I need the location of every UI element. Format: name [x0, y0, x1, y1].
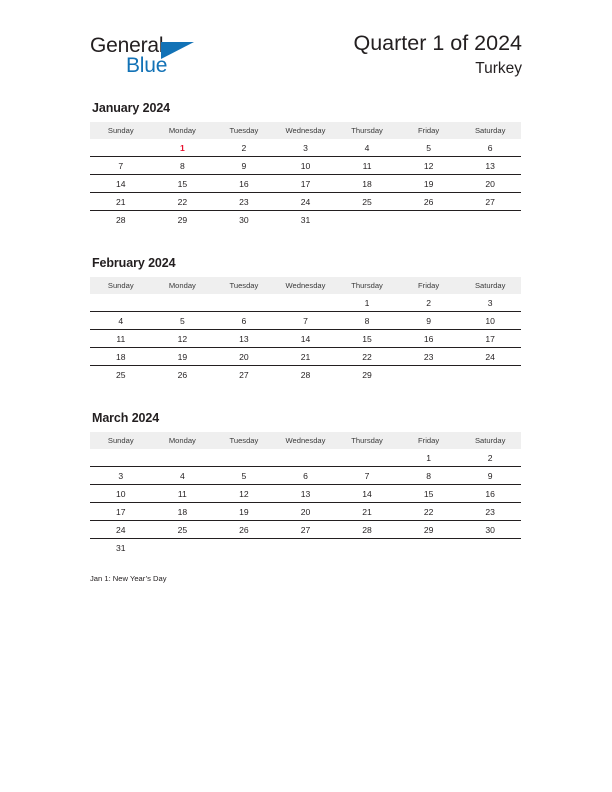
calendar-day-empty: [152, 539, 214, 557]
holiday-note-item: Jan 1: New Year’s Day: [90, 574, 167, 583]
holiday-notes: [90, 573, 521, 585]
calendar-day-empty: [213, 449, 275, 467]
weekday-header-tuesday: Tuesday: [213, 277, 275, 294]
calendar-day[interactable]: 15: [336, 330, 398, 348]
calendar-day[interactable]: 10: [90, 485, 152, 503]
calendar-day-empty: [90, 449, 152, 467]
calendar-day[interactable]: 25: [152, 521, 214, 539]
calendar-day[interactable]: 14: [275, 330, 337, 348]
calendar-day[interactable]: 4: [152, 467, 214, 485]
calendar-day[interactable]: 18: [90, 348, 152, 366]
calendar-body: [90, 449, 521, 556]
calendar-week-row: [90, 330, 521, 348]
month-title: January 2024: [92, 101, 171, 115]
calendar-day-empty: [152, 449, 214, 467]
calendar-day[interactable]: 11: [152, 485, 214, 503]
calendar-day[interactable]: 1: [398, 449, 460, 467]
calendar-day[interactable]: 21: [275, 348, 337, 366]
logo-text-general: General: [90, 34, 164, 57]
calendar-day-empty: [398, 539, 460, 557]
calendar-day[interactable]: 8: [398, 467, 460, 485]
calendar-week-row: [90, 539, 521, 557]
month-title: February 2024: [92, 256, 176, 270]
calendar-day[interactable]: 28: [90, 211, 152, 229]
calendar-week-row: [90, 485, 521, 503]
calendar-day[interactable]: 7: [336, 467, 398, 485]
calendar-day-empty: [459, 211, 521, 229]
calendar-day[interactable]: 19: [152, 348, 214, 366]
calendar-day[interactable]: 6: [213, 312, 275, 330]
calendar-week-row: [90, 175, 521, 193]
calendar-day[interactable]: 25: [90, 366, 152, 384]
calendar-day[interactable]: 5: [213, 467, 275, 485]
weekday-header-tuesday: Tuesday: [213, 432, 275, 449]
calendar-day[interactable]: 25: [336, 193, 398, 211]
calendar-day[interactable]: 22: [336, 348, 398, 366]
calendar-day[interactable]: 22: [398, 503, 460, 521]
calendar-body: [90, 294, 521, 383]
calendar-day-empty: [275, 294, 337, 312]
calendar-week-row: [90, 193, 521, 211]
title-block: [222, 30, 522, 80]
calendar-day[interactable]: 29: [336, 366, 398, 384]
calendar-day[interactable]: 27: [213, 366, 275, 384]
calendar-day[interactable]: 16: [213, 175, 275, 193]
calendar-day[interactable]: 31: [275, 211, 337, 229]
weekday-header-saturday: Saturday: [459, 122, 521, 139]
weekday-header-thursday: Thursday: [336, 432, 398, 449]
calendar-day[interactable]: 31: [90, 539, 152, 557]
calendar-table: [90, 277, 521, 383]
calendar-day[interactable]: 19: [213, 503, 275, 521]
logo-text-blue: Blue: [126, 54, 168, 77]
weekday-header-row: [90, 432, 521, 449]
calendar-day-empty: [275, 539, 337, 557]
calendar-day[interactable]: 27: [459, 193, 521, 211]
calendar-week-row: [90, 503, 521, 521]
calendar-day[interactable]: 24: [90, 521, 152, 539]
calendar-day[interactable]: 23: [398, 348, 460, 366]
calendar-day[interactable]: 29: [152, 211, 214, 229]
calendar-day[interactable]: 17: [459, 330, 521, 348]
calendar-day[interactable]: 24: [459, 348, 521, 366]
calendar-day-empty: [336, 449, 398, 467]
calendar-day-empty: [398, 366, 460, 384]
calendar-week-row: [90, 366, 521, 384]
weekday-header-thursday: Thursday: [336, 122, 398, 139]
calendar-day[interactable]: 26: [152, 366, 214, 384]
weekday-header-monday: Monday: [152, 432, 214, 449]
calendar-day[interactable]: 14: [90, 175, 152, 193]
calendar-day[interactable]: 9: [213, 157, 275, 175]
calendar-day[interactable]: 7: [275, 312, 337, 330]
weekday-header-wednesday: Wednesday: [275, 432, 337, 449]
calendar-day[interactable]: 18: [152, 503, 214, 521]
calendar-day[interactable]: 6: [459, 139, 521, 157]
weekday-header-thursday: Thursday: [336, 277, 398, 294]
calendar-day[interactable]: 9: [398, 312, 460, 330]
calendar-day-empty: [213, 539, 275, 557]
calendar-day[interactable]: 2: [213, 139, 275, 157]
calendar-week-row: [90, 348, 521, 366]
calendar-day[interactable]: 10: [459, 312, 521, 330]
weekday-header-friday: Friday: [398, 122, 460, 139]
calendar-day-holiday[interactable]: 1: [152, 139, 214, 157]
weekday-header-saturday: Saturday: [459, 277, 521, 294]
calendar-day[interactable]: 24: [275, 193, 337, 211]
calendar-day[interactable]: 13: [275, 485, 337, 503]
calendar-day[interactable]: 17: [90, 503, 152, 521]
calendar-day-empty: [90, 294, 152, 312]
calendar-day[interactable]: 21: [90, 193, 152, 211]
calendar-day-empty: [275, 449, 337, 467]
calendar-day[interactable]: 6: [275, 467, 337, 485]
calendar-day[interactable]: 15: [152, 175, 214, 193]
calendar-day[interactable]: 17: [275, 175, 337, 193]
calendar-day-empty: [213, 294, 275, 312]
weekday-header-friday: Friday: [398, 277, 460, 294]
calendar-day[interactable]: 12: [398, 157, 460, 175]
calendar-day[interactable]: 2: [459, 449, 521, 467]
calendar-week-row: [90, 312, 521, 330]
calendar-day[interactable]: 10: [275, 157, 337, 175]
calendar-day[interactable]: 9: [459, 467, 521, 485]
calendar-day[interactable]: 7: [90, 157, 152, 175]
page-header: [90, 30, 522, 88]
calendar-week-row: [90, 139, 521, 157]
calendar-day[interactable]: 30: [213, 211, 275, 229]
month-block-february: [90, 256, 521, 383]
calendar-body: [90, 139, 521, 228]
calendar-day[interactable]: 28: [275, 366, 337, 384]
calendar-day[interactable]: 3: [90, 467, 152, 485]
calendar-day[interactable]: 11: [336, 157, 398, 175]
calendar-day[interactable]: 30: [459, 521, 521, 539]
weekday-header-monday: Monday: [152, 277, 214, 294]
calendar-week-row: [90, 157, 521, 175]
calendar-day[interactable]: 8: [336, 312, 398, 330]
calendar-day[interactable]: 16: [459, 485, 521, 503]
calendar-week-row: [90, 467, 521, 485]
calendar-day[interactable]: 12: [213, 485, 275, 503]
calendar-table: [90, 122, 521, 228]
month-block-march: [90, 411, 521, 556]
weekday-header-wednesday: Wednesday: [275, 277, 337, 294]
calendar-day[interactable]: 27: [275, 521, 337, 539]
calendar-day[interactable]: 14: [336, 485, 398, 503]
weekday-header-saturday: Saturday: [459, 432, 521, 449]
calendar-day[interactable]: 19: [398, 175, 460, 193]
calendar-day[interactable]: 4: [90, 312, 152, 330]
month-block-january: [90, 101, 521, 228]
calendar-day[interactable]: 13: [213, 330, 275, 348]
calendar-day[interactable]: 13: [459, 157, 521, 175]
calendar-day[interactable]: 16: [398, 330, 460, 348]
weekday-header-sunday: Sunday: [90, 122, 152, 139]
calendar-day-empty: [336, 539, 398, 557]
calendar-day[interactable]: 22: [152, 193, 214, 211]
calendar-week-row: [90, 294, 521, 312]
calendar-day[interactable]: 3: [275, 139, 337, 157]
page-title: Quarter 1 of 2024: [353, 31, 522, 55]
calendar-day[interactable]: 20: [275, 503, 337, 521]
weekday-header-wednesday: Wednesday: [275, 122, 337, 139]
month-title: March 2024: [92, 411, 160, 425]
calendar-day[interactable]: 3: [459, 294, 521, 312]
calendar-day[interactable]: 18: [336, 175, 398, 193]
calendar-day[interactable]: 5: [152, 312, 214, 330]
calendar-table: [90, 432, 521, 556]
calendar-day[interactable]: 21: [336, 503, 398, 521]
calendar-day-empty: [459, 539, 521, 557]
weekday-header-tuesday: Tuesday: [213, 122, 275, 139]
calendar-day[interactable]: 23: [459, 503, 521, 521]
calendar-week-row: [90, 211, 521, 229]
calendar-day-empty: [90, 139, 152, 157]
page-subtitle: Turkey: [475, 60, 522, 77]
calendar-day-empty: [459, 366, 521, 384]
calendar-day[interactable]: 1: [336, 294, 398, 312]
calendar-week-row: [90, 521, 521, 539]
calendar-day[interactable]: 4: [336, 139, 398, 157]
calendar-day[interactable]: 26: [398, 193, 460, 211]
calendar-week-row: [90, 449, 521, 467]
calendar-day-empty: [398, 211, 460, 229]
weekday-header-friday: Friday: [398, 432, 460, 449]
calendar-day[interactable]: 2: [398, 294, 460, 312]
calendar-day[interactable]: 12: [152, 330, 214, 348]
calendar-day[interactable]: 5: [398, 139, 460, 157]
weekday-header-row: [90, 122, 521, 139]
weekday-header-sunday: Sunday: [90, 432, 152, 449]
weekday-header-sunday: Sunday: [90, 277, 152, 294]
calendar-day-empty: [152, 294, 214, 312]
weekday-header-monday: Monday: [152, 122, 214, 139]
calendar-day[interactable]: 8: [152, 157, 214, 175]
calendar-day[interactable]: 23: [213, 193, 275, 211]
calendar-day[interactable]: 29: [398, 521, 460, 539]
calendar-day[interactable]: 11: [90, 330, 152, 348]
calendar-day[interactable]: 20: [459, 175, 521, 193]
calendar-day[interactable]: 15: [398, 485, 460, 503]
calendar-day[interactable]: 20: [213, 348, 275, 366]
calendar-day-empty: [336, 211, 398, 229]
calendar-day[interactable]: 28: [336, 521, 398, 539]
weekday-header-row: [90, 277, 521, 294]
calendar-day[interactable]: 26: [213, 521, 275, 539]
